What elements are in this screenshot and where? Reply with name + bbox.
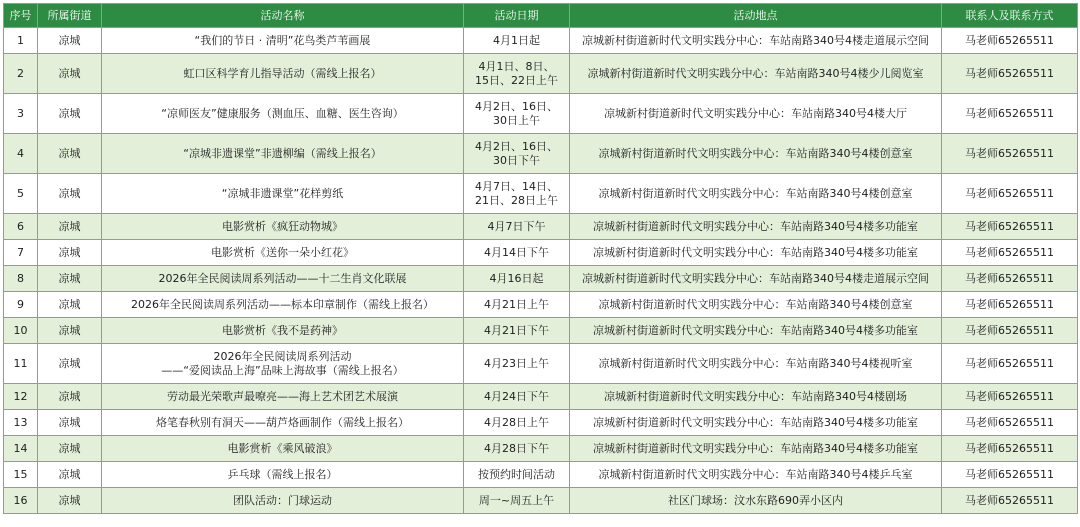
cell-activity-name: “我们的节日 · 清明”花鸟类芦苇画展 — [102, 28, 464, 54]
cell-activity-name: “凉师医友”健康服务（测血压、血糖、医生咨询） — [102, 94, 464, 134]
table-row — [4, 134, 1078, 174]
cell-date: 4月21日下午 — [464, 318, 570, 344]
cell-num: 15 — [4, 462, 38, 488]
cell-num: 10 — [4, 318, 38, 344]
cell-street: 凉城 — [38, 436, 102, 462]
cell-activity-name: 虹口区科学育儿指导活动（需线上报名） — [102, 54, 464, 94]
cell-contact: 马老师65265511 — [942, 266, 1078, 292]
cell-contact: 马老师65265511 — [942, 488, 1078, 514]
table-row — [4, 318, 1078, 344]
cell-activity-name: 电影赏析《送你一朵小红花》 — [102, 240, 464, 266]
cell-street: 凉城 — [38, 292, 102, 318]
cell-date: 4月24日下午 — [464, 384, 570, 410]
cell-street: 凉城 — [38, 266, 102, 292]
cell-activity-name: 2026年全民阅读周系列活动——标本印章制作（需线上报名） — [102, 292, 464, 318]
cell-date: 4月14日下午 — [464, 240, 570, 266]
cell-location: 凉城新村街道新时代文明实践分中心：车站南路340号4楼创意室 — [570, 134, 942, 174]
cell-date: 按预约时间活动 — [464, 462, 570, 488]
cell-activity-name: 电影赏析《疯狂动物城》 — [102, 214, 464, 240]
cell-activity-name: “凉城非遗课堂”花样剪纸 — [102, 174, 464, 214]
cell-location: 凉城新村街道新时代文明实践分中心：车站南路340号4楼走道展示空间 — [570, 28, 942, 54]
cell-contact: 马老师65265511 — [942, 240, 1078, 266]
cell-street: 凉城 — [38, 384, 102, 410]
cell-num: 13 — [4, 410, 38, 436]
header-date: 活动日期 — [464, 4, 570, 28]
activity-schedule — [3, 3, 1077, 514]
cell-date: 4月7日、14日、 21日、28日上午 — [464, 174, 570, 214]
table-row — [4, 344, 1078, 384]
cell-contact: 马老师65265511 — [942, 54, 1078, 94]
cell-street: 凉城 — [38, 174, 102, 214]
cell-num: 1 — [4, 28, 38, 54]
cell-contact: 马老师65265511 — [942, 94, 1078, 134]
cell-location: 凉城新村街道新时代文明实践分中心：车站南路340号4楼多功能室 — [570, 318, 942, 344]
cell-num: 7 — [4, 240, 38, 266]
cell-date: 4月21日上午 — [464, 292, 570, 318]
cell-contact: 马老师65265511 — [942, 462, 1078, 488]
table-row — [4, 94, 1078, 134]
cell-num: 9 — [4, 292, 38, 318]
cell-street: 凉城 — [38, 28, 102, 54]
cell-num: 14 — [4, 436, 38, 462]
cell-street: 凉城 — [38, 54, 102, 94]
cell-contact: 马老师65265511 — [942, 214, 1078, 240]
header-name: 活动名称 — [102, 4, 464, 28]
cell-location: 凉城新村街道新时代文明实践分中心：车站南路340号4楼多功能室 — [570, 214, 942, 240]
cell-street: 凉城 — [38, 462, 102, 488]
cell-street: 凉城 — [38, 134, 102, 174]
cell-date: 4月23日上午 — [464, 344, 570, 384]
cell-num: 12 — [4, 384, 38, 410]
table-row — [4, 462, 1078, 488]
cell-activity-name: 电影赏析《我不是药神》 — [102, 318, 464, 344]
cell-location: 凉城新村街道新时代文明实践分中心：车站南路340号4楼大厅 — [570, 94, 942, 134]
cell-location: 社区门球场：汶水东路690弄小区内 — [570, 488, 942, 514]
cell-street: 凉城 — [38, 488, 102, 514]
activity-table — [3, 3, 1078, 514]
cell-location: 凉城新村街道新时代文明实践分中心：车站南路340号4楼多功能室 — [570, 240, 942, 266]
table-row — [4, 174, 1078, 214]
cell-location: 凉城新村街道新时代文明实践分中心：车站南路340号4楼走道展示空间 — [570, 266, 942, 292]
cell-street: 凉城 — [38, 318, 102, 344]
cell-contact: 马老师65265511 — [942, 344, 1078, 384]
cell-street: 凉城 — [38, 94, 102, 134]
cell-num: 3 — [4, 94, 38, 134]
cell-date: 4月28日下午 — [464, 436, 570, 462]
cell-date: 4月7日下午 — [464, 214, 570, 240]
cell-contact: 马老师65265511 — [942, 292, 1078, 318]
cell-date: 4月28日上午 — [464, 410, 570, 436]
cell-contact: 马老师65265511 — [942, 174, 1078, 214]
cell-street: 凉城 — [38, 214, 102, 240]
cell-activity-name: 团队活动：门球运动 — [102, 488, 464, 514]
cell-date: 4月1日、8日、 15日、22日上午 — [464, 54, 570, 94]
cell-num: 6 — [4, 214, 38, 240]
cell-date: 4月16日起 — [464, 266, 570, 292]
table-header-row — [4, 4, 1078, 28]
cell-contact: 马老师65265511 — [942, 384, 1078, 410]
table-row — [4, 436, 1078, 462]
cell-activity-name: 劳动最光荣歌声最嘹亮——海上艺术团艺术展演 — [102, 384, 464, 410]
cell-date: 周一~周五上午 — [464, 488, 570, 514]
cell-num: 2 — [4, 54, 38, 94]
cell-location: 凉城新村街道新时代文明实践分中心：车站南路340号4楼剧场 — [570, 384, 942, 410]
table-row — [4, 384, 1078, 410]
cell-location: 凉城新村街道新时代文明实践分中心：车站南路340号4楼创意室 — [570, 292, 942, 318]
cell-street: 凉城 — [38, 410, 102, 436]
cell-num: 16 — [4, 488, 38, 514]
cell-date: 4月2日、16日、 30日下午 — [464, 134, 570, 174]
cell-contact: 马老师65265511 — [942, 318, 1078, 344]
cell-activity-name: 2026年全民阅读周系列活动 ——“爱阅读品上海”品味上海故事（需线上报名） — [102, 344, 464, 384]
cell-date: 4月1日起 — [464, 28, 570, 54]
cell-num: 4 — [4, 134, 38, 174]
header-num: 序号 — [4, 4, 38, 28]
cell-activity-name: “凉城非遗课堂”非遗柳编（需线上报名） — [102, 134, 464, 174]
table-row — [4, 292, 1078, 318]
table-row — [4, 410, 1078, 436]
cell-activity-name: 烙笔春秋别有洞天——葫芦烙画制作（需线上报名） — [102, 410, 464, 436]
cell-num: 5 — [4, 174, 38, 214]
cell-location: 凉城新村街道新时代文明实践分中心：车站南路340号4楼创意室 — [570, 174, 942, 214]
cell-contact: 马老师65265511 — [942, 134, 1078, 174]
cell-street: 凉城 — [38, 240, 102, 266]
cell-street: 凉城 — [38, 344, 102, 384]
cell-contact: 马老师65265511 — [942, 410, 1078, 436]
cell-num: 8 — [4, 266, 38, 292]
cell-contact: 马老师65265511 — [942, 436, 1078, 462]
cell-location: 凉城新村街道新时代文明实践分中心：车站南路340号4楼多功能室 — [570, 436, 942, 462]
header-location: 活动地点 — [570, 4, 942, 28]
cell-date: 4月2日、16日、 30日上午 — [464, 94, 570, 134]
cell-activity-name: 电影赏析《乘风破浪》 — [102, 436, 464, 462]
table-row — [4, 28, 1078, 54]
cell-location: 凉城新村街道新时代文明实践分中心：车站南路340号4楼少儿阅览室 — [570, 54, 942, 94]
table-row — [4, 266, 1078, 292]
cell-num: 11 — [4, 344, 38, 384]
table-row — [4, 488, 1078, 514]
table-row — [4, 54, 1078, 94]
table-row — [4, 214, 1078, 240]
header-street: 所属街道 — [38, 4, 102, 28]
cell-activity-name: 2026年全民阅读周系列活动——十二生肖文化联展 — [102, 266, 464, 292]
cell-activity-name: 乒乓球（需线上报名） — [102, 462, 464, 488]
cell-location: 凉城新村街道新时代文明实践分中心：车站南路340号4楼多功能室 — [570, 410, 942, 436]
table-row — [4, 240, 1078, 266]
cell-contact: 马老师65265511 — [942, 28, 1078, 54]
header-contact: 联系人及联系方式 — [942, 4, 1078, 28]
cell-location: 凉城新村街道新时代文明实践分中心：车站南路340号4楼视听室 — [570, 344, 942, 384]
cell-location: 凉城新村街道新时代文明实践分中心：车站南路340号4楼乒乓室 — [570, 462, 942, 488]
